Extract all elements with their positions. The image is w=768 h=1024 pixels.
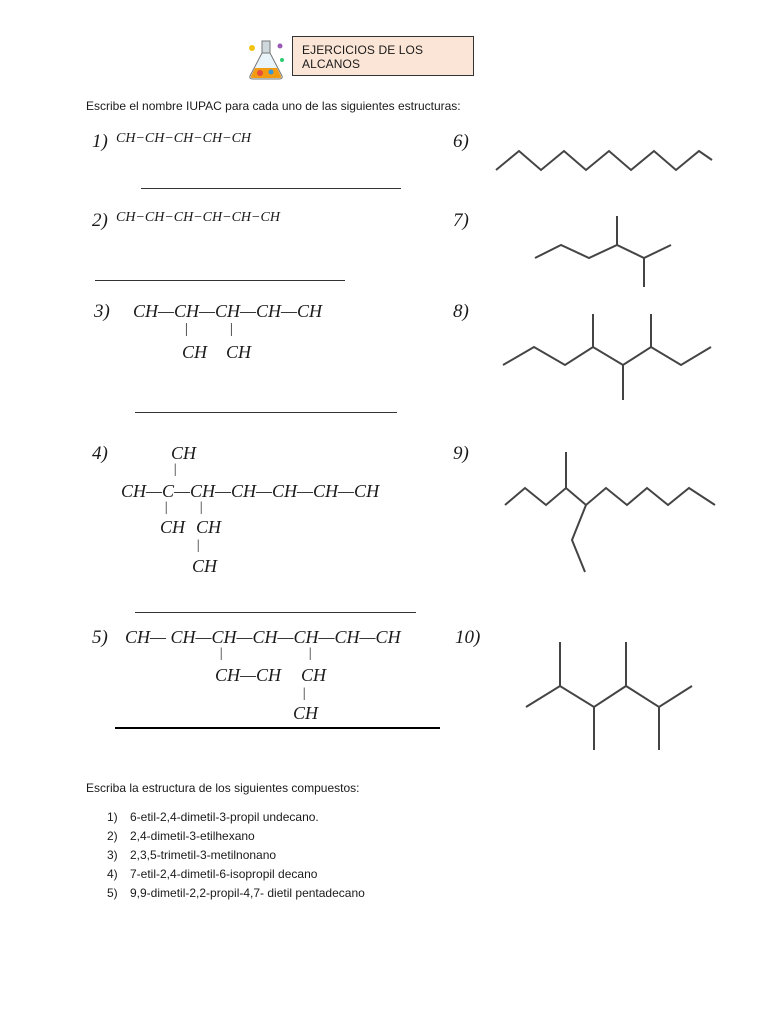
exercise-number-10: 10) [455,627,481,648]
instruction-draw-structures: Escriba la estructura de los siguientes compuestos: [86,781,360,795]
structure-4-substituent-3: CH [192,556,218,576]
exercise-number-8: 8) [453,301,469,322]
compound-name: 2,4-dimetil-3-etilhexano [130,829,255,843]
structure-4-substituent-1: CH [160,517,186,537]
structure-4-substituent-2: CH [196,517,222,537]
skeletal-structure-7 [535,216,671,287]
structure-5-substituent-1: CH—CH [215,665,282,685]
bond-4b: | [164,500,168,515]
bond-5b: | [308,646,312,661]
structure-2: CH−CH−CH−CH−CH−CH [116,210,280,225]
exercise-number-6: 6) [453,131,469,152]
instruction-name-structures: Escribe el nombre IUPAC para cada uno de las siguientes estructuras: [86,99,461,113]
structure-4-top-substituent: CH [171,443,197,463]
list-item: 1) 6-etil-2,4-dimetil-3-propil undecano. [107,810,319,824]
exercise-number-3: 3) [94,301,110,322]
skeletal-structure-9 [505,452,715,572]
skeletal-structure-6 [496,151,712,170]
list-item: 2) 2,4-dimetil-3-etilhexano [107,829,255,843]
compound-name: 2,3,5-trimetil-3-metilnonano [130,848,277,862]
exercise-number-5: 5) [92,627,108,648]
structure-3-main-chain: CH—CH—CH—CH—CH [133,301,323,321]
structure-3-substituent-2: CH [226,342,252,362]
structure-5-substituent-2: CH [301,665,327,685]
skeletal-structure-8 [503,314,711,400]
bond-3b: | [229,321,234,337]
exercise-number-1: 1) [92,131,108,152]
list-item: 4) 7-etil-2,4-dimetil-6-isopropil decano [107,867,318,881]
compound-list [107,808,365,903]
exercise-number-4: 4) [92,443,108,464]
skeletal-structure-10 [526,642,692,750]
exercise-number-9: 9) [453,443,469,464]
bond-5a: | [219,646,223,661]
bond-5c: | [302,686,306,701]
compound-name: 7-etil-2,4-dimetil-6-isopropil decano [130,867,318,881]
bond-4d: | [196,538,200,553]
exercise-number-7: 7) [453,210,469,231]
structure-1: CH−CH−CH−CH−CH [116,131,252,146]
list-item: 5) 9,9-dimetil-2,2-propil-4,7- dietil pentadecano [107,886,365,900]
structure-5-main-chain: CH— CH—CH—CH—CH—CH—CH [125,627,401,647]
compound-name: 9,9-dimetil-2,2-propil-4,7- dietil pentadecano [130,886,365,900]
worksheet-title: EJERCICIOS DE LOS ALCANOS [292,36,474,76]
compound-name: 6-etil-2,4-dimetil-3-propil undecano. [130,810,319,824]
structure-4-main-chain: CH—C—CH—CH—CH—CH—CH [121,481,380,501]
bond-3a: | [184,321,189,337]
list-item: 3) 2,3,5-trimetil-3-metilnonano [107,848,277,862]
structure-5-substituent-3: CH [293,703,319,723]
exercise-number-2: 2) [92,210,108,231]
structure-3-substituent-1: CH [182,342,208,362]
bond-4c: | [199,500,203,515]
bond-4a: | [173,462,177,477]
